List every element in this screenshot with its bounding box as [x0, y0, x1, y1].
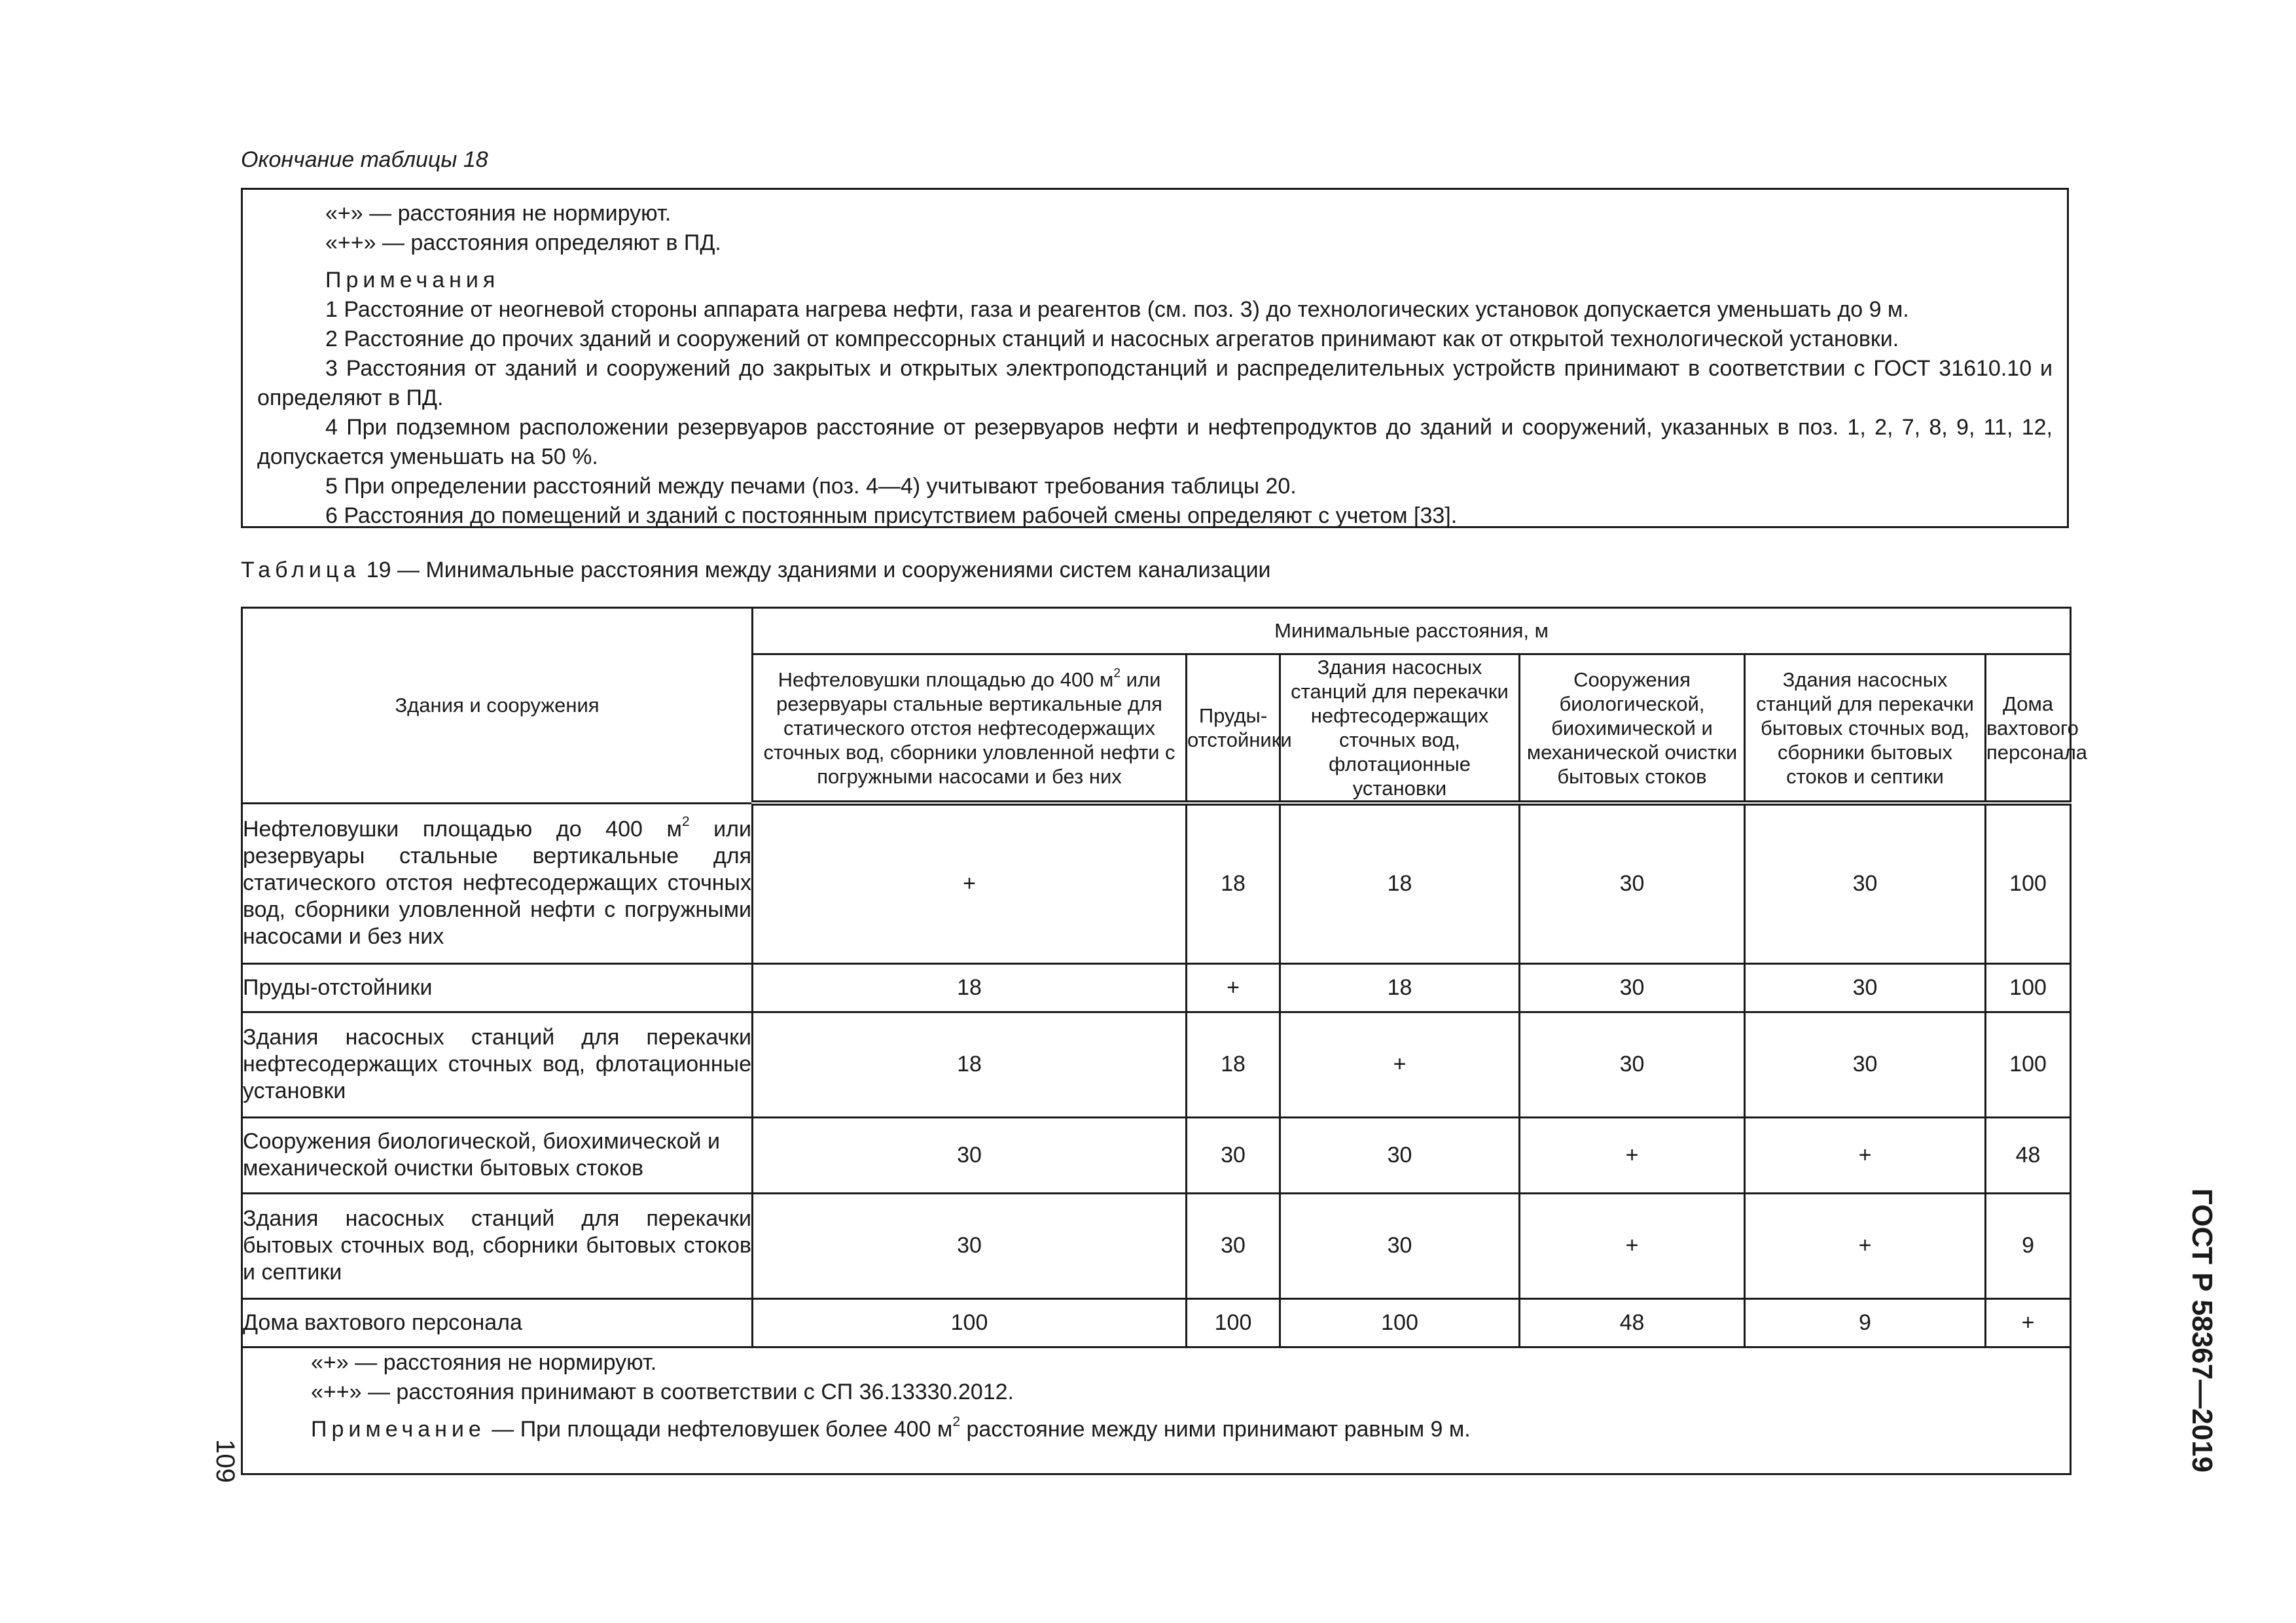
legend-plus-plus: «++» — расстояния принимают в соответствии с СП 36.13330.2012.: [311, 1379, 1014, 1404]
value-cell: 48: [1986, 1117, 2071, 1193]
notes-heading: Примечания: [325, 268, 500, 293]
table19-notes-row: [242, 1347, 2071, 1474]
value-cell: 100: [1986, 1012, 2071, 1117]
value-cell: 48: [1520, 1298, 1745, 1347]
value-cell: 18: [753, 1012, 1187, 1117]
table19-title-word: Таблица: [241, 558, 361, 582]
row-label: Сооружения биологической, биохимической и механической очистки бытовых стоков: [242, 1117, 753, 1193]
note-1: 1 Расстояние от неогневой стороны аппарата нагрева нефти, газа и реагентов (см. поз. 3) до технологических установок допускается уменьшать до 9 м.: [325, 297, 1909, 322]
col-header-bio-treatment: Сооружения биологической, биохимической и механической очистки бытовых стоков: [1520, 654, 1745, 804]
value-cell: 9: [1986, 1193, 2071, 1298]
value-cell: 100: [753, 1298, 1187, 1347]
value-cell: 18: [1187, 1012, 1280, 1117]
col-header-oily-pump-stations: Здания насосных станций для перекачки нефтесодержащих сточных вод, флотационные установки: [1280, 654, 1520, 804]
table-row: [242, 963, 2071, 1012]
value-cell: 30: [753, 1193, 1187, 1298]
value-cell: +: [1745, 1117, 1986, 1193]
table-row: [242, 1012, 2071, 1117]
value-cell: 30: [1187, 1117, 1280, 1193]
table18-continuation-caption: Окончание таблицы 18: [241, 147, 488, 172]
value-cell: 100: [1187, 1298, 1280, 1347]
table19-title-text: 19 — Минимальные расстояния между зданиями и сооружениями систем канализации: [366, 558, 1271, 582]
note-heading: Примечание: [311, 1416, 486, 1442]
value-cell: 18: [1187, 803, 1280, 963]
value-cell: 18: [753, 963, 1187, 1012]
value-cell: +: [1280, 1012, 1520, 1117]
value-cell: +: [1520, 1117, 1745, 1193]
note-5: 5 При определении расстояний между печами (поз. 4—4) учитывают требования таблицы 20.: [325, 474, 1297, 499]
value-cell: 100: [1986, 963, 2071, 1012]
table-row: [242, 1117, 2071, 1193]
value-cell: 30: [1745, 803, 1986, 963]
document-code: ГОСТ Р 58367—2019: [2186, 1188, 2219, 1473]
value-cell: 30: [1187, 1193, 1280, 1298]
value-cell: +: [753, 803, 1187, 963]
row-label: Здания насосных станций для перекачки бытовых сточных вод, сборники бытовых стоков и септики: [242, 1193, 753, 1298]
table-row: [242, 1298, 2071, 1347]
row-label: Пруды-отстойники: [242, 963, 753, 1012]
value-cell: 18: [1280, 963, 1520, 1012]
note-4: 4 При подземном расположении резервуаров расстояние от резервуаров нефти и нефтепродуктов до зданий и сооружений, указанных в поз. 1, 2, 7, 8, 9, 11, 12, допускается уменьшать на 50 %.: [257, 415, 2053, 469]
table-row: [242, 803, 2071, 963]
table19-title: [241, 558, 1271, 583]
value-cell: 30: [1745, 1012, 1986, 1117]
table18-notes-box: [241, 188, 2069, 528]
value-cell: 30: [1280, 1193, 1520, 1298]
note-3: 3 Расстояния от зданий и сооружений до закрытых и открытых электроподстанций и распределительных устройств принимают в соответствии с ГОСТ 31610.10 и определяют в ПД.: [257, 356, 2053, 410]
legend-plus: «+» — расстояния не нормируют.: [325, 201, 672, 226]
value-cell: +: [1520, 1193, 1745, 1298]
value-cell: 100: [1986, 803, 2071, 963]
page-number: 109: [210, 1439, 240, 1483]
col-header-oil-traps: Нефтеловушки площадью до 400 $м^2$ или резервуары стальные вертикальные для статического отстоя нефтесодержащих сточных вод, сборники уловленной нефти с погружными насосами и без них: [753, 654, 1187, 804]
table19-note: Примечание — При площади нефтеловушек более 400 $м^2$ расстояние между ними принимают равным 9 м.: [311, 1414, 1471, 1442]
table19-notes: [242, 1347, 2071, 1474]
value-cell: 30: [1520, 963, 1745, 1012]
value-cell: +: [1745, 1193, 1986, 1298]
value-cell: 30: [753, 1117, 1187, 1193]
header-buildings: Здания и сооружения: [242, 608, 753, 804]
value-cell: 30: [1520, 803, 1745, 963]
table-row: [242, 1193, 2071, 1298]
value-cell: +: [1187, 963, 1280, 1012]
col-header-domestic-pump-stations: Здания насосных станций для перекачки бытовых сточных вод, сборники бытовых стоков и септики: [1745, 654, 1986, 804]
value-cell: 100: [1280, 1298, 1520, 1347]
value-cell: +: [1986, 1298, 2071, 1347]
value-cell: 30: [1520, 1012, 1745, 1117]
header-min-distances: Минимальные расстояния, м: [753, 608, 2071, 654]
legend-plus: «+» — расстояния не нормируют.: [311, 1349, 657, 1375]
table19: [241, 607, 2088, 1475]
row-label: Здания насосных станций для перекачки нефтесодержащих сточных вод, флотационные установки: [242, 1012, 753, 1117]
row-label: Дома вахтового персонала: [242, 1298, 753, 1347]
value-cell: 9: [1745, 1298, 1986, 1347]
note-2: 2 Расстояние до прочих зданий и сооружений от компрессорных станций и насосных агрегатов принимают как от открытой технологической установки.: [325, 327, 1899, 351]
col-header-shift-houses: Дома вахтового персонала: [1986, 654, 2071, 804]
value-cell: 18: [1280, 803, 1520, 963]
row-label: Нефтеловушки площадью до 400 $м^2$ или резервуары стальные вертикальные для статического отстоя нефтесодержащих сточных вод, сборники уловленной нефти с погружными насосами и без них: [242, 803, 753, 963]
value-cell: 30: [1745, 963, 1986, 1012]
value-cell: 30: [1280, 1117, 1520, 1193]
legend-plus-plus: «++» — расстояния определяют в ПД.: [325, 230, 721, 255]
note-6: 6 Расстояния до помещений и зданий с постоянным присутствием рабочей смены определяют с учетом [33].: [325, 503, 1458, 528]
col-header-ponds: Пруды-отстойники: [1187, 654, 1280, 804]
